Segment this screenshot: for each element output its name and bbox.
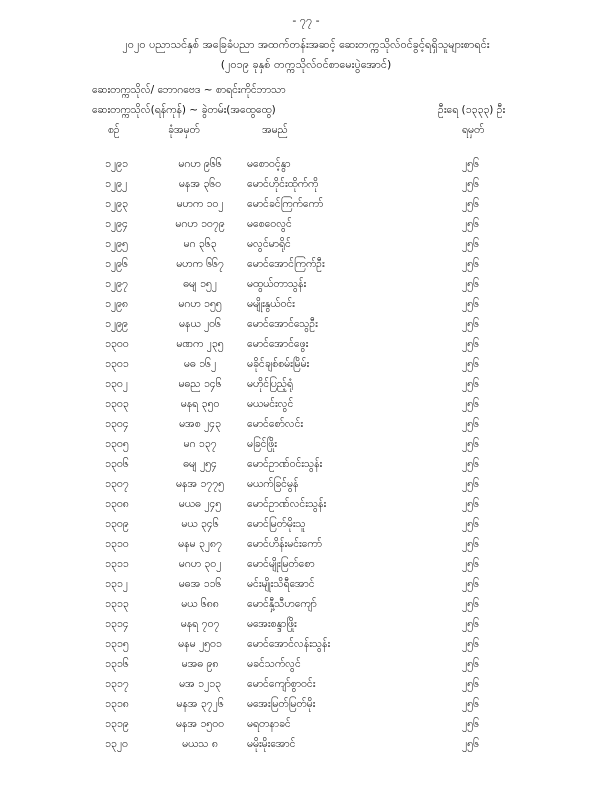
serial-number-cell: ၁၂၉၈ [105, 298, 128, 310]
table-row [0, 595, 612, 615]
category-line: ဆေးတက္ကသိုလ်(ရန်ကုန်) ~ ခွဲတမ်း(အထွေထွေ) [92, 104, 276, 116]
table-row [0, 615, 612, 635]
serial-number-cell: ၁၂၉၄ [105, 218, 128, 230]
serial-number-cell: ၁၂၉၆ [105, 258, 128, 270]
marks-cell: ၂၅၆ [462, 538, 479, 550]
roll-number-cell: မနရ ၃၅၀ [180, 398, 220, 410]
serial-number-cell: ၁၃၁၆ [105, 658, 129, 670]
roll-number-cell: မနအ ၁၅၀၀ [175, 718, 225, 730]
name-cell: မောင်အောင်လန်းသွန်း [247, 638, 331, 650]
header-total-count: ဦးရေ (၁၃၃၃) ဦး [438, 104, 506, 116]
serial-number-cell: ၁၃၁၇ [105, 678, 129, 690]
name-cell: မောင်ကျော်စွာဝင်း [247, 678, 316, 690]
name-cell: မောင်အောင်ဖွေး [247, 338, 309, 350]
marks-cell: ၂၅၆ [462, 498, 479, 510]
table-row [0, 335, 612, 355]
document-subtitle: (၂၀၁၉ ခုနှစ် တက္ကသိုလ်ဝင်စာမေးပွဲအောင်) [220, 58, 392, 71]
table-row [0, 155, 612, 175]
roll-number-cell: မအ ၁၂၁၃ [179, 678, 221, 690]
name-cell: မယမင်းလွင် [247, 398, 294, 410]
roll-number-cell: မနအ ၁၇၇၅ [175, 478, 225, 490]
roll-number-cell: မဂဟ ၃၀၂ [178, 558, 222, 570]
name-cell: မထွယ်တာသွန်း [247, 278, 307, 290]
subject-line: ဆေးတက္ကသိုလ်/ ဘောဂဗေဒ ~ စာရင်းကိုင်ဘာသာ [92, 84, 286, 96]
table-row [0, 715, 612, 735]
name-cell: မောင်ဟိန်းမင်းကော် [247, 538, 322, 550]
table-row [0, 555, 612, 575]
name-cell: မမျိုးနွယ်ဝင်း [247, 298, 295, 310]
name-cell: မခြင်ဖြိုး [247, 438, 277, 450]
table-row [0, 575, 612, 595]
marks-cell: ၂၅၆ [462, 638, 479, 650]
serial-number-cell: ၁၃၁၃ [105, 598, 129, 610]
marks-cell: ၂၅၆ [462, 698, 479, 710]
header-marks: ရမှတ် [462, 124, 485, 136]
table-row [0, 355, 612, 375]
roll-number-cell: မနမ ၃၂၈၇ [178, 538, 222, 550]
serial-number-cell: ၁၂၉၉ [105, 318, 128, 330]
serial-number-cell: ၁၃၀၄ [105, 418, 129, 430]
name-cell: မစောဝင့်နွာ [247, 158, 291, 170]
roll-number-cell: မဂ ၁၃၇ [183, 438, 217, 450]
marks-cell: ၂၅၆ [462, 378, 479, 390]
table-row [0, 295, 612, 315]
marks-cell: ၂၅၆ [462, 198, 479, 210]
serial-number-cell: ၁၃၀၇ [105, 478, 129, 490]
serial-number-cell: ၁၃၁၀ [105, 538, 129, 550]
serial-number-cell: ၁၃၁၁ [105, 558, 129, 570]
roll-number-cell: မနယ ၂၀၆ [179, 318, 221, 330]
serial-number-cell: ၁၃၁၈ [105, 698, 129, 710]
name-cell: မအေးမြတ်မြတ်မိုး [247, 698, 316, 710]
marks-cell: ၂၅၆ [462, 458, 479, 470]
marks-cell: ၂၅၆ [462, 318, 479, 330]
name-cell: မောင်မျိုးမြတ်စော [247, 558, 315, 570]
roll-number-cell: မနမ ၂၅၀၁ [178, 638, 222, 650]
roll-number-cell: ဓမျ ၂၅၄ [183, 458, 217, 470]
document-title: ၂၀၂၀ ပညာသင်နှစ် အခြေခံပညာ အထက်တန်းအဆင့် ဆေးတက္ကသိုလ်ဝင်ခွင့်ရရှိသူများစာရင်း [122, 38, 490, 51]
header-serial-number: စဉ် [108, 124, 120, 136]
roll-number-cell: မဟက ၁၀၂ [176, 198, 224, 210]
marks-cell: ၂၅၆ [462, 618, 479, 630]
name-cell: မောင်အောင်သွေဦး [247, 318, 318, 330]
table-row [0, 195, 612, 215]
marks-cell: ၂၅၆ [462, 278, 479, 290]
serial-number-cell: ၁၃၁၂ [105, 578, 128, 590]
marks-cell: ၂၅၆ [462, 398, 479, 410]
table-row [0, 695, 612, 715]
marks-cell: ၂၅၆ [462, 298, 479, 310]
roll-number-cell: မအစ ၂၄၃ [179, 418, 221, 430]
header-roll-number: ခုံအမှတ် [168, 124, 200, 136]
name-cell: မောင်မြတ်မိုးသူ [247, 518, 306, 530]
marks-cell: ၂၅၆ [462, 218, 479, 230]
roll-number-cell: မနရ ၇၀၇ [180, 618, 220, 630]
serial-number-cell: ၁၂၉၇ [105, 278, 128, 290]
roll-number-cell: မနအ ၃၇၂၆ [176, 698, 224, 710]
serial-number-cell: ၁၃၁၅ [105, 638, 129, 650]
table-row [0, 435, 612, 455]
table-row [0, 675, 612, 695]
roll-number-cell: မဓအ ၁၁၆ [178, 578, 222, 590]
roll-number-cell: မယ ၆၈၈ [181, 598, 219, 610]
marks-cell: ၂၅၆ [462, 598, 479, 610]
serial-number-cell: ၁၂၉၅ [105, 238, 128, 250]
table-row [0, 455, 612, 475]
table-row [0, 275, 612, 295]
table-row [0, 215, 612, 235]
serial-number-cell: ၁၃၀၅ [105, 438, 129, 450]
marks-cell: ၂၅၆ [462, 658, 479, 670]
marks-cell: ၂၅၆ [462, 358, 479, 370]
marks-cell: ၂၅၆ [462, 418, 479, 430]
name-cell: မအေးစန္ဒာဖြိုး [247, 618, 297, 630]
marks-cell: ၂၅၆ [462, 518, 479, 530]
name-cell: မခင်သက်လွင် [247, 658, 301, 670]
serial-number-cell: ၁၃၀၉ [105, 518, 129, 530]
roll-number-cell: မဓ ၁၆၂ [183, 358, 217, 370]
serial-number-cell: ၁၃၂၀ [105, 738, 128, 750]
table-row [0, 175, 612, 195]
serial-number-cell: ၁၂၉၁ [105, 158, 128, 170]
page-number: - ၇၇ - [292, 14, 320, 27]
marks-cell: ၂၅၆ [462, 578, 479, 590]
roll-number-cell: မယသ ၈ [182, 738, 218, 750]
name-cell: မမိုးမိုးအောင် [247, 738, 296, 750]
name-cell: မလွင်မာရိုင် [247, 238, 291, 250]
marks-cell: ၂၅၆ [462, 718, 479, 730]
marks-cell: ၂၅၆ [462, 178, 479, 190]
name-cell: မင်းမျိုးသိရီအောင် [247, 578, 315, 590]
table-row [0, 375, 612, 395]
serial-number-cell: ၁၃၀၂ [105, 378, 128, 390]
table-row [0, 395, 612, 415]
name-cell: မခိုင်ချစ်စမ်းမြိမ်း [247, 358, 310, 370]
marks-cell: ၂၅၆ [462, 158, 479, 170]
table-row [0, 535, 612, 555]
roll-number-cell: မဂဟ ၁၀၇၉ [175, 218, 225, 230]
roll-number-cell: မဏက ၂၃၅ [176, 338, 224, 350]
name-cell: မောင်နှီ့သီဟကျော် [247, 598, 317, 610]
roll-number-cell: မဂဟ ၉၆၆ [178, 158, 222, 170]
results-table [0, 155, 612, 755]
name-cell: မောင်ဟိုင်းထိုက်ကို [247, 178, 319, 190]
roll-number-cell: ဓမျ ၁၅၂ [183, 278, 217, 290]
serial-number-cell: ၁၃၁၉ [105, 718, 129, 730]
name-cell: မောင်ခင်ကြက်ကော် [247, 198, 324, 210]
marks-cell: ၂၅၆ [462, 438, 479, 450]
name-cell: မစေဝေလွင် [247, 218, 292, 230]
serial-number-cell: ၁၃၀၁ [105, 358, 129, 370]
table-row [0, 235, 612, 255]
roll-number-cell: မယ ၃၄၆ [181, 518, 219, 530]
header-name: အမည် [262, 124, 288, 136]
roll-number-cell: မအဓ ၉၈ [181, 658, 219, 670]
table-row [0, 735, 612, 755]
serial-number-cell: ၁၃၀၆ [105, 458, 129, 470]
table-row [0, 515, 612, 535]
name-cell: မောင်စော်လင်း [247, 418, 304, 430]
serial-number-cell: ၁၃၀၈ [105, 498, 129, 510]
serial-number-cell: ၁၃၁၄ [105, 618, 129, 630]
name-cell: မောင်ဥာဏ်လင်းသွန်း [247, 498, 327, 510]
roll-number-cell: မဟက ၆၆၇ [176, 258, 224, 270]
name-cell: မောင်ဥာဏ်ဝင်းသွန်း [247, 458, 323, 470]
table-row [0, 475, 612, 495]
table-row [0, 315, 612, 335]
name-cell: မယက်ခြင်မွန် [247, 478, 299, 490]
marks-cell: ၂၅၆ [462, 238, 479, 250]
roll-number-cell: မဂ ၃၆၃ [183, 238, 217, 250]
table-row [0, 495, 612, 515]
name-cell: မရတနာခင် [247, 718, 291, 730]
serial-number-cell: ၁၂၉၂ [105, 178, 128, 190]
marks-cell: ၂၅၆ [462, 678, 479, 690]
table-row [0, 635, 612, 655]
marks-cell: ၂၅၆ [462, 558, 479, 570]
table-row [0, 415, 612, 435]
roll-number-cell: မယဓ ၂၄၅ [178, 498, 222, 510]
serial-number-cell: ၁၃၀၃ [105, 398, 129, 410]
table-row [0, 255, 612, 275]
name-cell: မဟိုင်ပြည့်ရုံ [247, 378, 294, 390]
roll-number-cell: မနအ ၃၆၀ [178, 178, 222, 190]
marks-cell: ၂၅၆ [462, 338, 479, 350]
name-cell: မောင်အောင်ကြက်ဦး [247, 258, 325, 270]
serial-number-cell: ၁၃၀၀ [105, 338, 129, 350]
marks-cell: ၂၅၆ [462, 478, 479, 490]
serial-number-cell: ၁၂၉၃ [105, 198, 128, 210]
table-row [0, 655, 612, 675]
roll-number-cell: မဓည ၁၄၆ [178, 378, 222, 390]
marks-cell: ၂၅၆ [462, 258, 479, 270]
roll-number-cell: မဂဟ ၁၅၅ [178, 298, 222, 310]
marks-cell: ၂၅၆ [462, 738, 479, 750]
